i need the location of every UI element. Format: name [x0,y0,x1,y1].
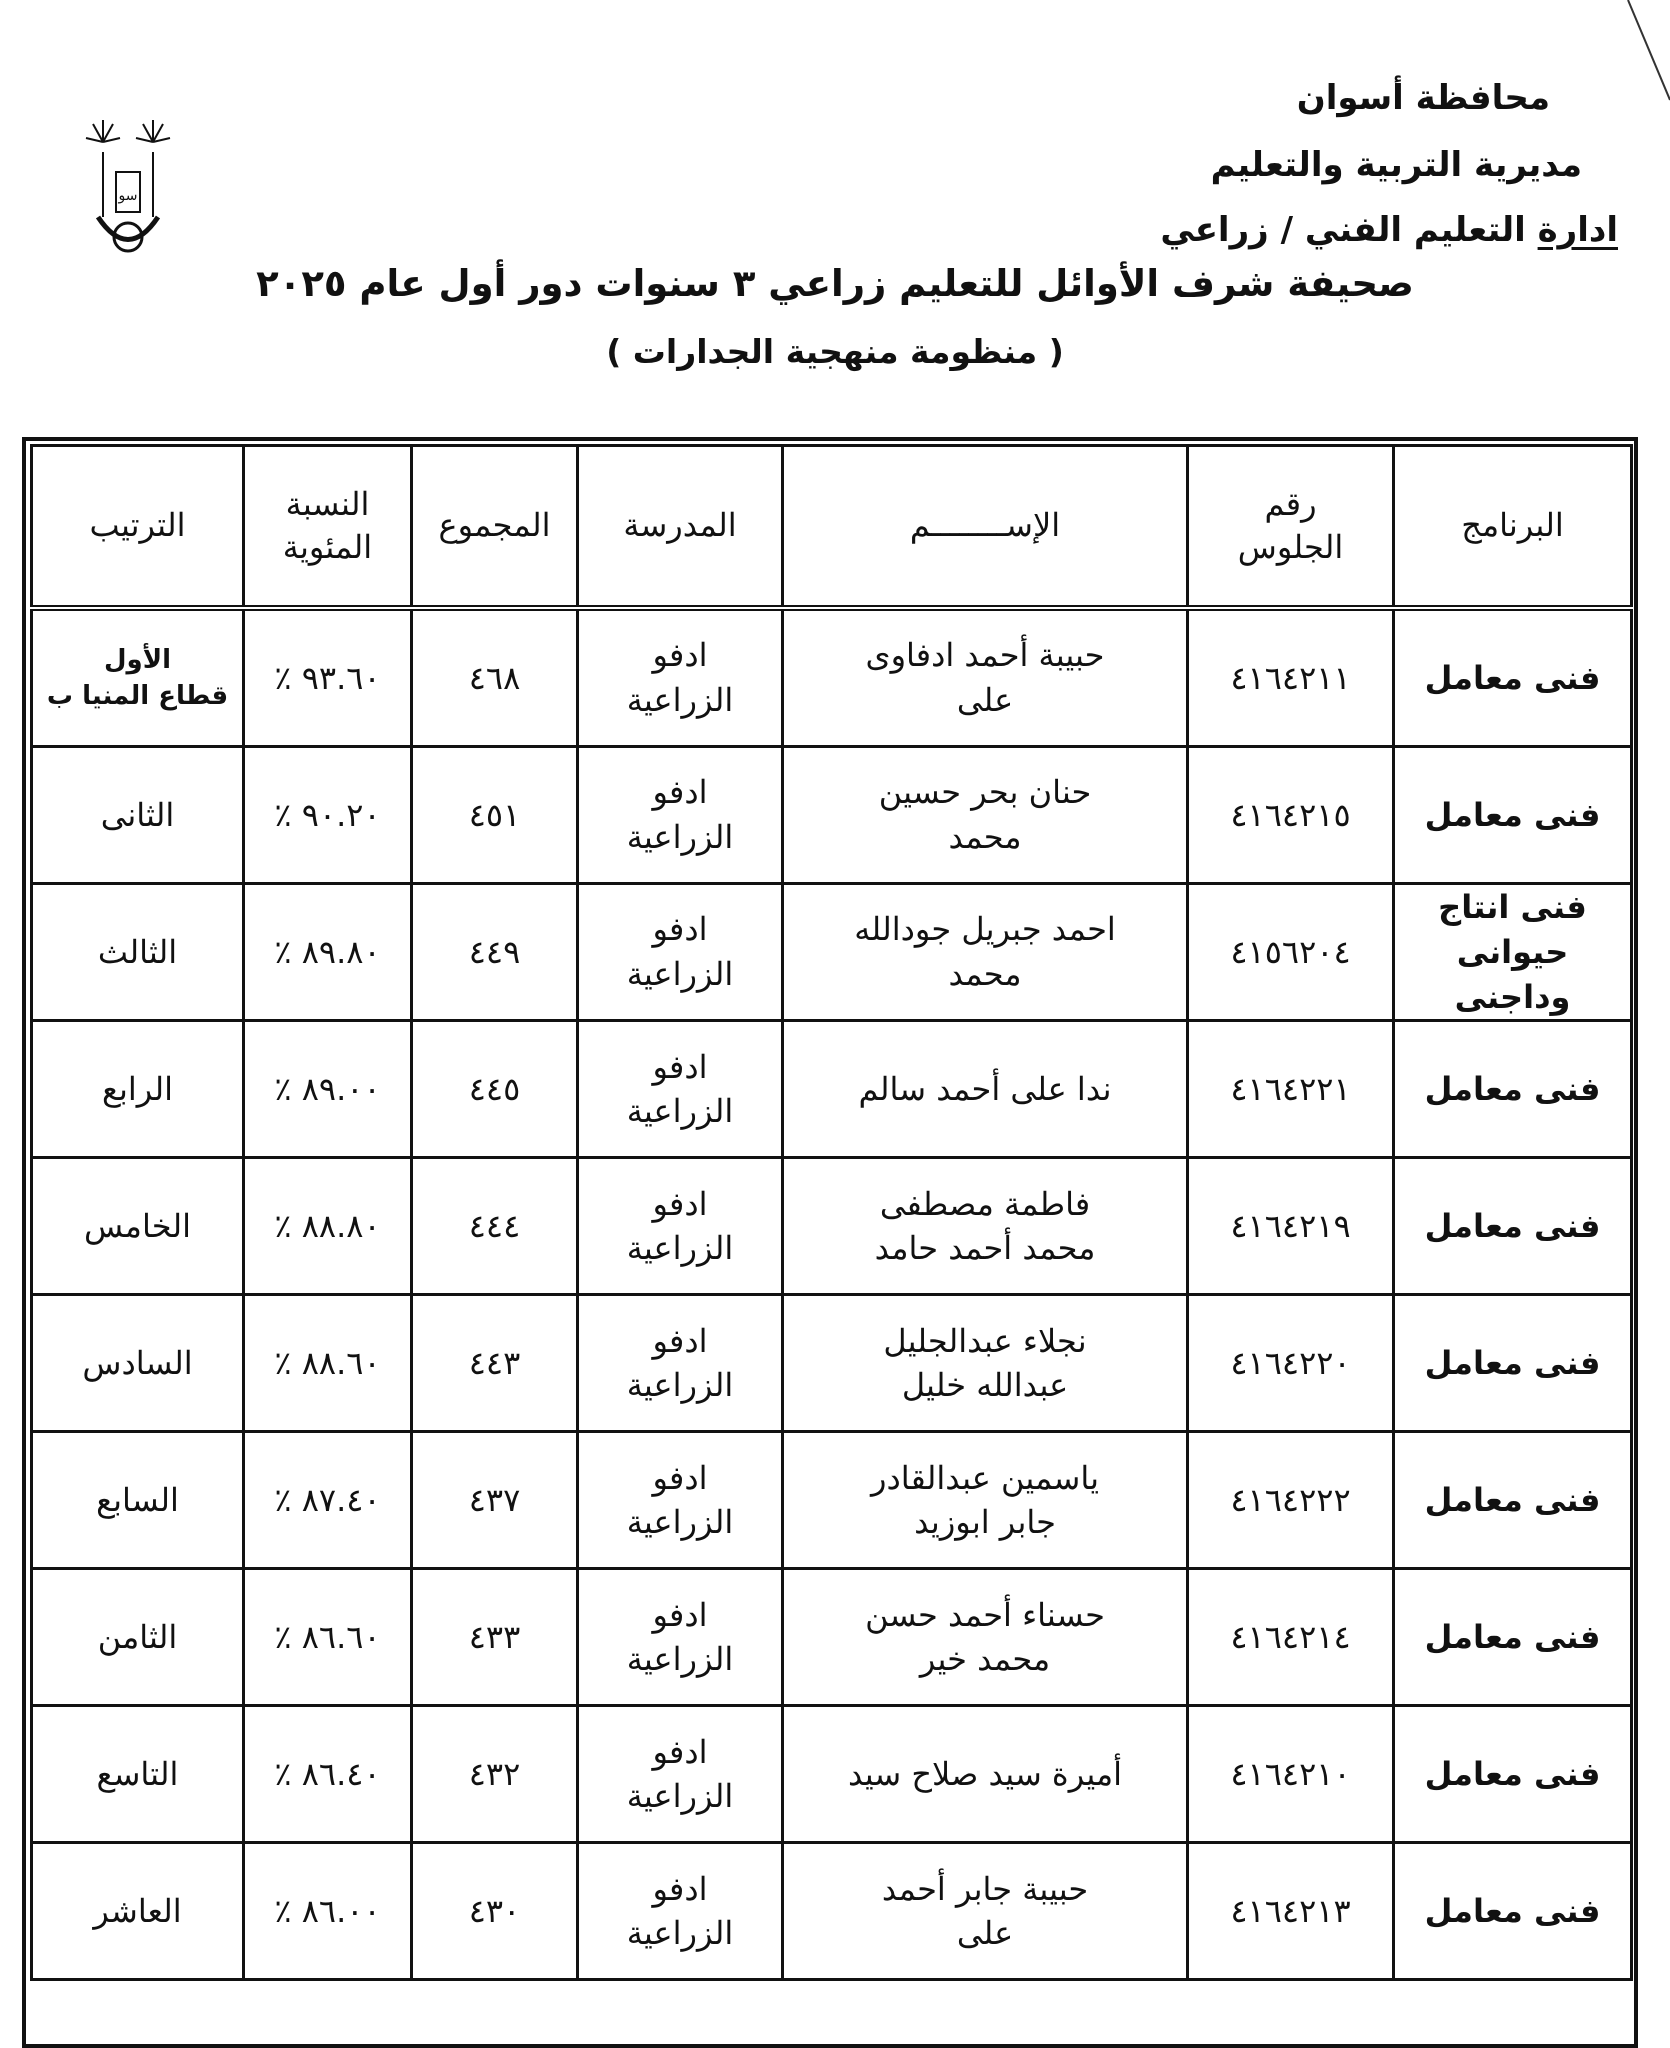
header-name: الإســــــــم [783,446,1188,609]
cell-name: ندا على أحمد سالم [783,1021,1188,1158]
table-row [32,1569,1632,1706]
table-row [32,608,1632,747]
header-school: المدرسة [578,446,783,609]
cell-total: ٤٤٣ [412,1295,578,1432]
cell-percentage: ٨٧.٤٠ ٪ [244,1432,412,1569]
cell-seat-number: ٤١٦٤٢١١ [1188,608,1394,747]
cell-program: فنى معامل [1394,1706,1632,1843]
document-subtitle: ( منظومة منهجية الجدارات ) [606,332,1064,371]
cell-program: فنى معامل [1394,1843,1632,1980]
cell-rank: التاسع [32,1706,244,1843]
honor-roll-table [30,444,1633,1981]
header-percentage [244,446,412,609]
table-row [32,1021,1632,1158]
cell-percentage: ٩٣.٦٠ ٪ [244,608,412,747]
cell-rank: الثامن [32,1569,244,1706]
cell-name: حسناء أحمد حسن محمد خير [783,1569,1188,1706]
cell-seat-number: ٤١٦٤٢١٣ [1188,1843,1394,1980]
cell-school: ادفو الزراعية [578,1158,783,1295]
cell-seat-number: ٤١٦٤٢١٩ [1188,1158,1394,1295]
cell-total: ٤٥١ [412,747,578,884]
header-pct-line1: النسبة [285,484,370,523]
header-program: البرنامج [1394,446,1632,609]
logo-text: سو [118,188,138,204]
cell-name: أميرة سيد صلاح سيد [783,1706,1188,1843]
cell-name: نجلاء عبدالجليل عبدالله خليل [783,1295,1188,1432]
cell-percentage: ٨٨.٦٠ ٪ [244,1295,412,1432]
cell-school: ادفو الزراعية [578,1843,783,1980]
cell-seat-number: ٤١٦٤٢٢٠ [1188,1295,1394,1432]
cell-rank: الأول قطاع المنيا ب [32,608,244,747]
header-total: المجموع [412,446,578,609]
cell-percentage: ٨٦.٠٠ ٪ [244,1843,412,1980]
cell-school: ادفو الزراعية [578,1706,783,1843]
cell-rank: الخامس [32,1158,244,1295]
cell-school: ادفو الزراعية [578,1295,783,1432]
cell-seat-number: ٤١٦٤٢١٥ [1188,747,1394,884]
governorate-logo-icon [78,112,178,262]
cell-total: ٤٣٢ [412,1706,578,1843]
cell-percentage: ٨٦.٦٠ ٪ [244,1569,412,1706]
table-row [32,884,1632,1021]
cell-rank: الثالث [32,884,244,1021]
cell-rank: العاشر [32,1843,244,1980]
cell-school: ادفو الزراعية [578,608,783,747]
governorate-label: محافظة أسوان [1296,78,1550,118]
cell-rank: الرابع [32,1021,244,1158]
table-row [32,1706,1632,1843]
cell-name: احمد جبريل جودالله محمد [783,884,1188,1021]
cell-total: ٤٤٥ [412,1021,578,1158]
cell-program: فنى معامل [1394,608,1632,747]
table-row [32,747,1632,884]
cell-seat-number: ٤١٦٤٢٢٢ [1188,1432,1394,1569]
cell-percentage: ٩٠.٢٠ ٪ [244,747,412,884]
cell-name: ياسمين عبدالقادر جابر ابوزيد [783,1432,1188,1569]
cell-rank: السابع [32,1432,244,1569]
cell-program: فنى معامل [1394,1432,1632,1569]
header-rank: الترتيب [32,446,244,609]
cell-seat-number: ٤١٦٤٢١٤ [1188,1569,1394,1706]
cell-seat-number: ٤١٦٤٢٢١ [1188,1021,1394,1158]
table-row [32,1843,1632,1980]
directorate-label: مديرية التربية والتعليم [1210,145,1582,185]
cell-program: فنى معامل [1394,1569,1632,1706]
cell-program: فنى معامل [1394,747,1632,884]
cell-percentage: ٨٩.٨٠ ٪ [244,884,412,1021]
cell-rank: السادس [32,1295,244,1432]
cell-name: فاطمة مصطفى محمد أحمد حامد [783,1158,1188,1295]
department-prefix: ادارة [1537,210,1618,250]
cell-percentage: ٨٦.٤٠ ٪ [244,1706,412,1843]
header-seat-line1: رقم [1264,484,1317,523]
table-row [32,1432,1632,1569]
document-title: صحيفة شرف الأوائل للتعليم زراعي ٣ سنوات دور أول عام ٢٠٢٥ [256,262,1414,305]
cell-name: حنان بحر حسين محمد [783,747,1188,884]
cell-program: فنى انتاج حيوانى وداجنى [1394,884,1632,1021]
page-corner-fold [1610,0,1670,110]
cell-percentage: ٨٨.٨٠ ٪ [244,1158,412,1295]
cell-total: ٤٣٠ [412,1843,578,1980]
cell-school: ادفو الزراعية [578,884,783,1021]
cell-rank: الثانى [32,747,244,884]
table-header-row [32,446,1632,609]
cell-total: ٤٤٤ [412,1158,578,1295]
cell-seat-number: ٤١٦٤٢١٠ [1188,1706,1394,1843]
header-seat-number [1188,446,1394,609]
cell-school: ادفو الزراعية [578,1021,783,1158]
cell-program: فنى معامل [1394,1158,1632,1295]
header-seat-line2: الجلوس [1237,528,1344,566]
department-label [1160,210,1618,250]
cell-school: ادفو الزراعية [578,1432,783,1569]
cell-total: ٤٤٩ [412,884,578,1021]
cell-seat-number: ٤١٥٦٢٠٤ [1188,884,1394,1021]
cell-school: ادفو الزراعية [578,747,783,884]
header-pct-line2: المئوية [282,528,373,566]
cell-school: ادفو الزراعية [578,1569,783,1706]
cell-total: ٤٣٧ [412,1432,578,1569]
cell-program: فنى معامل [1394,1021,1632,1158]
table-row [32,1295,1632,1432]
cell-name: حبيبة أحمد ادفاوى على [783,608,1188,747]
table-row [32,1158,1632,1295]
cell-total: ٤٦٨ [412,608,578,747]
cell-name: حبيبة جابر أحمد على [783,1843,1188,1980]
department-name: التعليم الفني / زراعي [1160,210,1526,250]
cell-percentage: ٨٩.٠٠ ٪ [244,1021,412,1158]
cell-total: ٤٣٣ [412,1569,578,1706]
cell-program: فنى معامل [1394,1295,1632,1432]
